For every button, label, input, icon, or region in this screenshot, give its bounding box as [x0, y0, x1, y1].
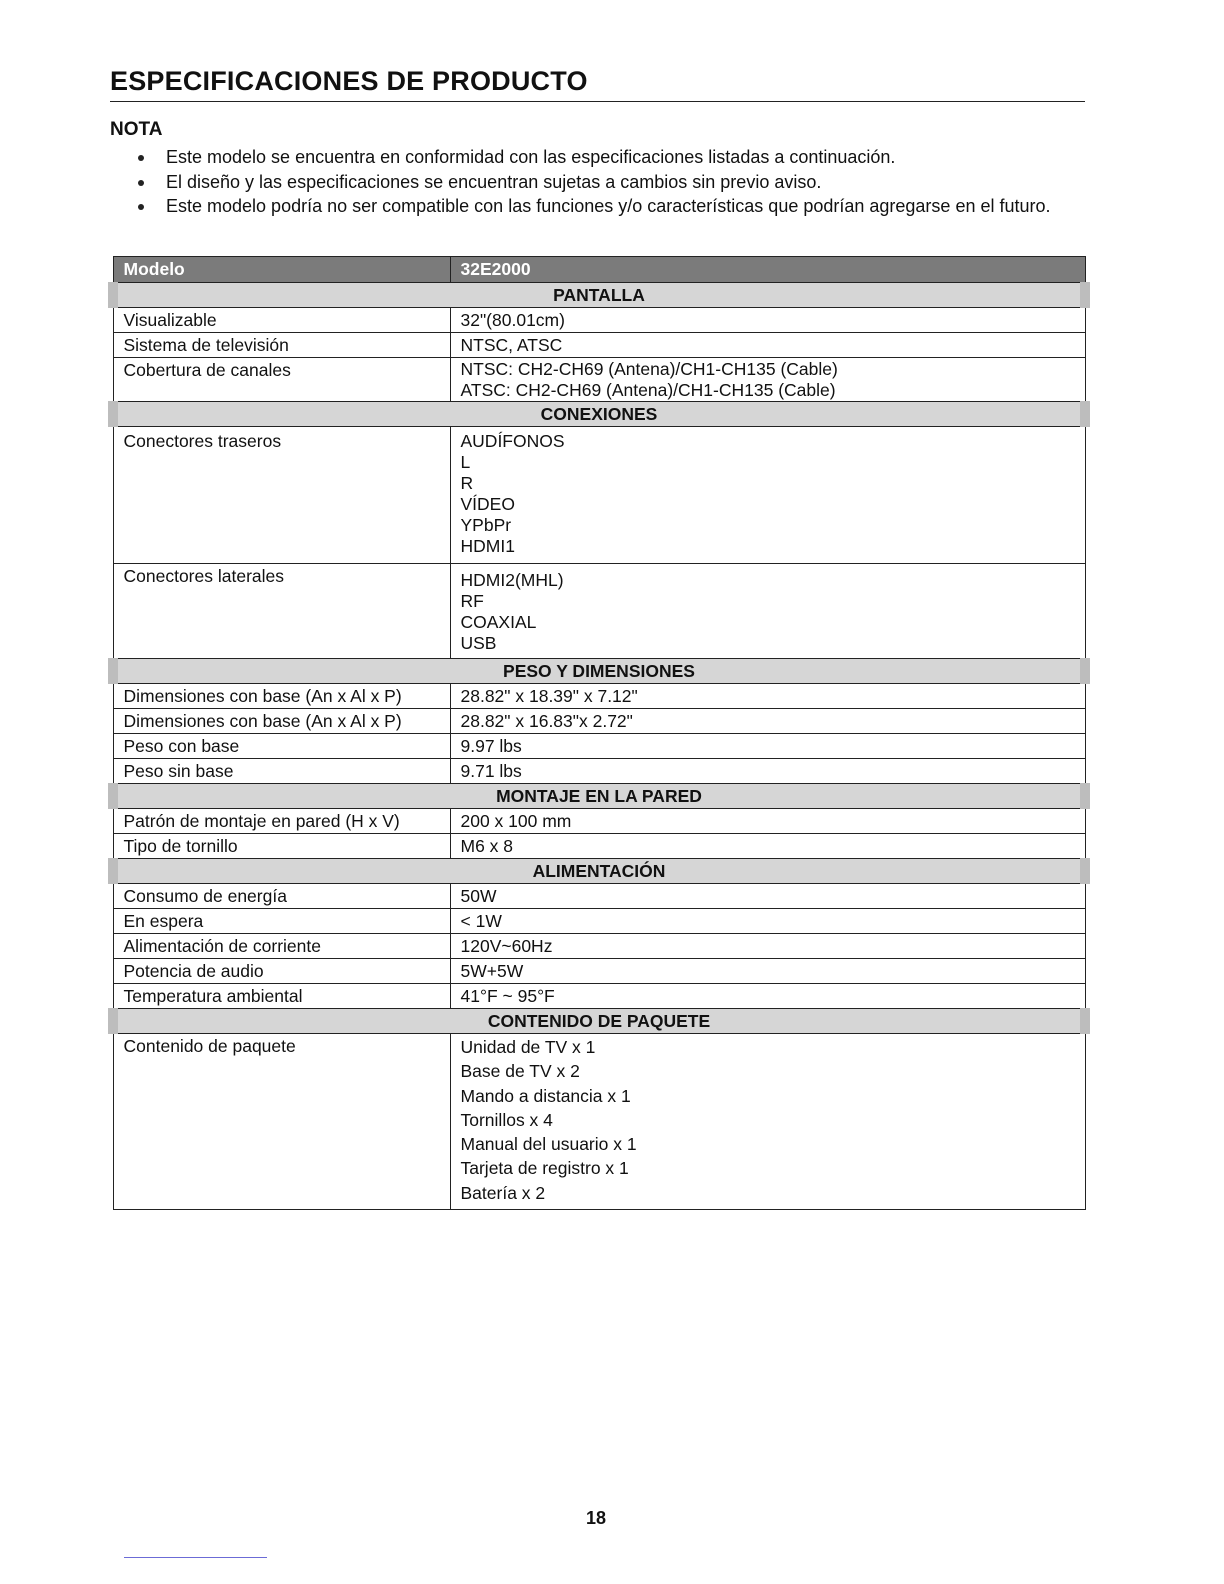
section-header [113, 402, 1085, 427]
row-value: 32"(80.01cm) [450, 308, 1085, 333]
value-line: RF [460, 591, 484, 611]
note-text: El diseño y las especificaciones se encuentran sujetas a cambios sin previo aviso. [166, 171, 822, 192]
table-row [113, 959, 1085, 984]
value-line: R [460, 473, 474, 493]
table-row [113, 358, 1085, 402]
value-line: Tornillos x 4 [460, 1109, 553, 1130]
value-line: HDMI1 [460, 536, 515, 556]
value-line: Mando a distancia x 1 [460, 1085, 631, 1106]
note-heading: NOTA [110, 119, 163, 140]
row-label: Alimentación de corriente [113, 934, 450, 959]
section-title-alimentacion: ALIMENTACIÓN [113, 859, 1085, 884]
note-item [134, 170, 1084, 195]
row-label: Patrón de montaje en pared (H x V) [113, 809, 450, 834]
row-label: Tipo de tornillo [113, 834, 450, 859]
table-row [113, 333, 1085, 358]
note-text: Este modelo se encuentra en conformidad con las especificaciones listadas a continuación. [166, 147, 896, 167]
row-value: 28.82" x 16.83"x 2.72" [450, 709, 1085, 734]
row-value: 5W+5W [450, 959, 1085, 984]
table-row [113, 564, 1085, 659]
specifications-table [108, 256, 1090, 1210]
value-line: ATSC: CH2-CH69 (Antena)/CH1-CH135 (Cable) [460, 380, 836, 400]
table-row [113, 834, 1085, 859]
row-value: 50W [450, 884, 1085, 909]
section-title-montaje: MONTAJE EN LA PARED [113, 784, 1085, 809]
value-line: Unidad de TV x 1 [460, 1037, 596, 1057]
table-row [113, 709, 1085, 734]
note-text: Este modelo podría no ser compatible con las funciones y/o características que podrían agregarse en el futuro. [166, 196, 1051, 216]
table-row [113, 809, 1085, 834]
row-value [450, 1034, 1085, 1210]
row-label: Temperatura ambiental [113, 984, 450, 1009]
row-label: Consumo de energía [113, 884, 450, 909]
table-row [113, 1034, 1085, 1210]
value-line: YPbPr [460, 515, 512, 535]
section-title-peso: PESO Y DIMENSIONES [113, 659, 1085, 684]
row-value: 28.82" x 18.39" x 7.12" [450, 684, 1085, 709]
value-line: Base de TV x 2 [460, 1061, 580, 1082]
table-row [113, 934, 1085, 959]
page-title: ESPECIFICACIONES DE PRODUCTO [110, 66, 1085, 102]
bullet-icon [138, 204, 144, 210]
row-label: Dimensiones con base (An x Al x P) [113, 709, 450, 734]
bullet-icon [138, 155, 144, 161]
table-row [113, 684, 1085, 709]
row-label: Dimensiones con base (An x Al x P) [113, 684, 450, 709]
table-row [113, 909, 1085, 934]
footer-divider [124, 1557, 267, 1558]
table-row [113, 427, 1085, 564]
row-label: Conectores traseros [113, 427, 450, 564]
row-value: 200 x 100 mm [450, 809, 1085, 834]
row-value [450, 564, 1085, 659]
row-value: NTSC, ATSC [450, 333, 1085, 358]
table-row [113, 884, 1085, 909]
section-header [113, 1009, 1085, 1034]
section-title-pantalla: PANTALLA [113, 283, 1085, 308]
row-value: 120V~60Hz [450, 934, 1085, 959]
value-line: HDMI2(MHL) [460, 570, 564, 590]
row-label: Visualizable [113, 308, 450, 333]
section-header [113, 283, 1085, 308]
table-row [113, 308, 1085, 333]
note-item [134, 145, 1084, 170]
value-line: Batería x 2 [460, 1182, 546, 1203]
bullet-icon [138, 180, 144, 186]
row-value: 9.97 lbs [450, 734, 1085, 759]
row-value: 9.71 lbs [450, 759, 1085, 784]
value-line: Manual del usuario x 1 [460, 1134, 637, 1155]
section-header [113, 659, 1085, 684]
value-line: Tarjeta de registro x 1 [460, 1158, 629, 1179]
row-label: Sistema de televisión [113, 333, 450, 358]
note-item [134, 194, 1084, 219]
row-value: M6 x 8 [450, 834, 1085, 859]
model-label: Modelo [113, 257, 450, 283]
row-label: Potencia de audio [113, 959, 450, 984]
model-value: 32E2000 [450, 257, 1085, 283]
value-line: USB [460, 633, 497, 653]
section-title-conexiones: CONEXIONES [113, 402, 1085, 427]
section-header [113, 859, 1085, 884]
value-line: VÍDEO [460, 494, 515, 514]
section-header [113, 784, 1085, 809]
table-row [113, 734, 1085, 759]
row-label: Conectores laterales [113, 564, 450, 659]
row-label: Peso con base [113, 734, 450, 759]
value-line: AUDÍFONOS [460, 431, 565, 451]
value-line: L [460, 452, 471, 472]
row-value: 41°F ~ 95°F [450, 984, 1085, 1009]
section-title-contenido: CONTENIDO DE PAQUETE [113, 1009, 1085, 1034]
row-label: En espera [113, 909, 450, 934]
row-value [450, 427, 1085, 564]
value-line: COAXIAL [460, 612, 537, 632]
row-label: Cobertura de canales [113, 358, 450, 402]
table-row [113, 984, 1085, 1009]
table-row [113, 759, 1085, 784]
page-number: 18 [585, 1508, 607, 1528]
table-header-row [113, 257, 1085, 283]
value-line: NTSC: CH2-CH69 (Antena)/CH1-CH135 (Cable) [460, 359, 838, 379]
row-value [450, 358, 1085, 402]
row-label: Peso sin base [113, 759, 450, 784]
row-label: Contenido de paquete [113, 1034, 450, 1210]
note-list [134, 145, 1084, 219]
row-value: < 1W [450, 909, 1085, 934]
